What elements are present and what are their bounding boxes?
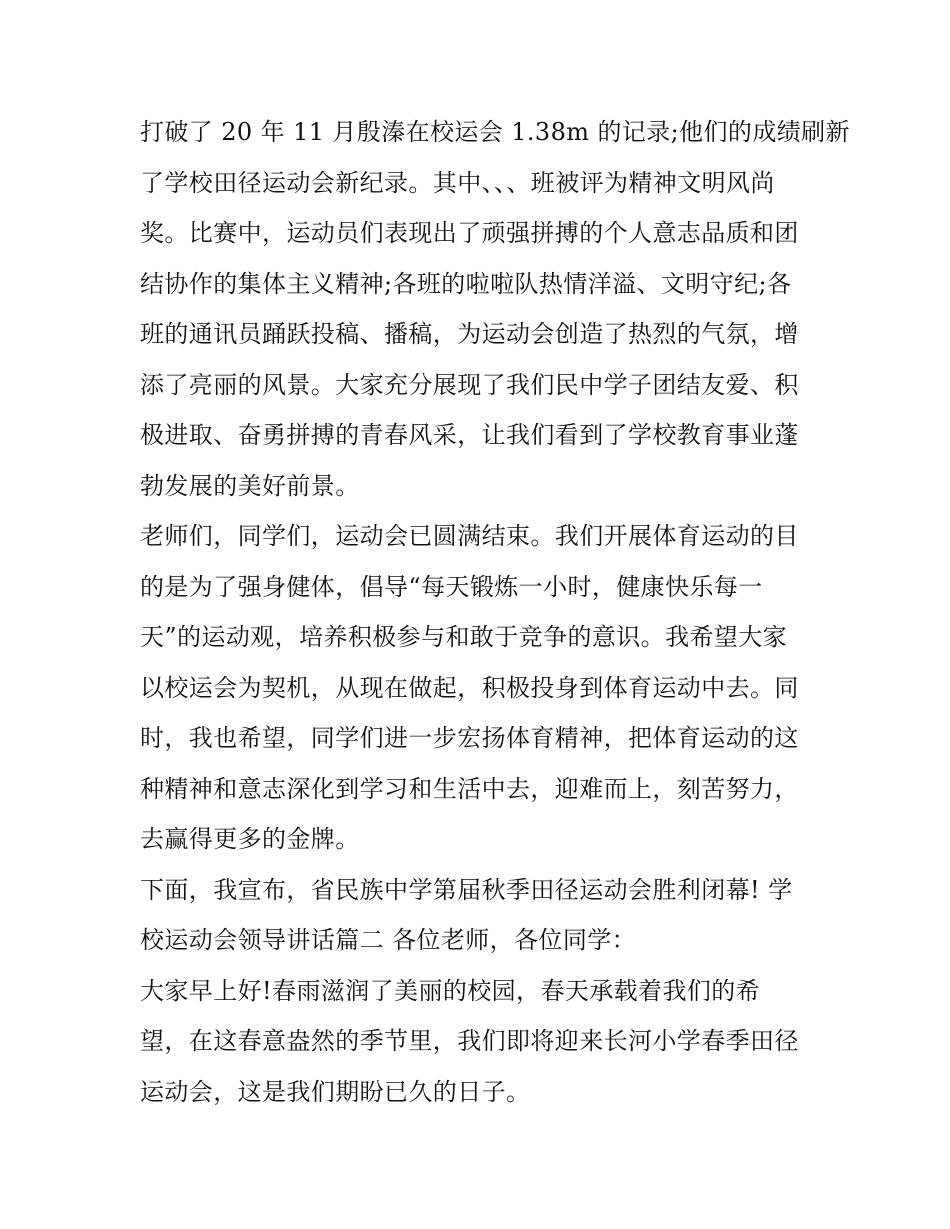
text-line: 结协作的集体主义精神;各班的啦啦队热情洋溢、文明守纪;各 bbox=[140, 269, 792, 298]
text-line: 去赢得更多的金牌。 bbox=[140, 825, 360, 853]
text-line: 校运动会领导讲话篇二 各位老师，各位同学： bbox=[140, 926, 637, 954]
text-line: 以校运会为契机，从现在做起，积极投身到体育运动中去。同 bbox=[140, 673, 799, 702]
text-line: 勃发展的美好前景。 bbox=[140, 471, 360, 500]
text-line: 打破了 20 年 11 月殷溱在校运会 1.38m 的记录;他们的成绩刷新 bbox=[140, 118, 850, 146]
text-line: 望，在这春意盎然的季节里，我们即将迎来长河小学春季田径 bbox=[140, 1027, 799, 1055]
text-line: 添了亮丽的风景。大家充分展现了我们民中学子团结友爱、积 bbox=[140, 370, 799, 399]
text-line: 极进取、奋勇拼搏的青春风采，让我们看到了学校教育事业蓬 bbox=[140, 421, 799, 449]
body-text bbox=[140, 107, 850, 1117]
text-line: 的是为了强身健体，倡导“每天锻炼一小时，健康快乐每一 bbox=[140, 572, 763, 601]
text-line: 大家早上好!春雨滋润了美丽的校园，春天承载着我们的希 bbox=[140, 976, 761, 1005]
text-line: 奖。比赛中，运动员们表现出了顽强拼搏的个人意志品质和团 bbox=[140, 219, 799, 247]
text-line: 下面，我宣布，省民族中学第届秋季田径运动会胜利闭幕! 学 bbox=[140, 875, 793, 904]
text-line: 班的通讯员踊跃投稿、播稿，为运动会创造了热烈的气氛，增 bbox=[140, 320, 799, 348]
text-line: 天”的运动观，培养积极参与和敢于竞争的意识。我希望大家 bbox=[140, 623, 788, 651]
text-line: 时，我也希望，同学们进一步宏扬体育精神，把体育运动的这 bbox=[140, 724, 799, 752]
text-line: 老师们，同学们，运动会已圆满结束。我们开展体育运动的目 bbox=[140, 522, 799, 550]
text-line: 了学校田径运动会新纪录。其中、、、班被评为精神文明风尚 bbox=[140, 168, 775, 197]
text-line: 运动会，这是我们期盼已久的日子。 bbox=[140, 1077, 531, 1106]
text-line: 种精神和意志深化到学习和生活中去，迎难而上，刻苦努力， bbox=[140, 774, 799, 803]
